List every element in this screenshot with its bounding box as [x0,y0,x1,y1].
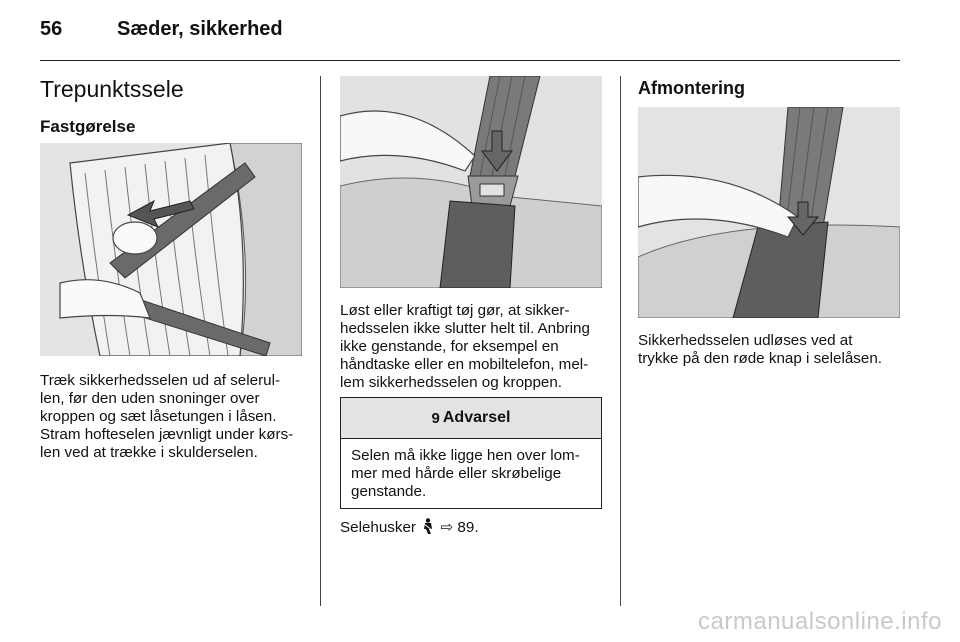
section-heading: Trepunktssele [40,76,184,102]
subsection-heading: Fastgørelse [40,117,136,136]
seatbelt-reminder-icon [422,518,434,534]
text-line: Stram hofteselen jævnligt under kørs- [40,426,294,443]
buckle-illustration [340,76,602,288]
text-line: trykke på den røde knap i selelåsen. [638,350,882,367]
text-line: mer med hårde eller skrøbelige [351,465,562,482]
text-line: genstande. [351,483,427,500]
warning-box [340,397,602,509]
text-line: Træk sikkerhedsselen ud af selerul- [40,372,281,389]
text-line: kroppen og sæt låsetungen i låsen. [40,408,277,425]
text-line: håndtaske eller en mobiltelefon, mel- [340,356,589,373]
warning-icon: 9 [431,409,440,427]
warning-header [341,398,601,439]
text-line: len ved at trække i skulderselen. [40,444,258,461]
page-number: 56 [40,18,63,40]
text-line: lem sikkerhedsselen og kroppen. [340,374,563,391]
column-divider [320,76,321,606]
warning-text [341,439,601,501]
fastening-illustration [40,143,302,356]
text-line: Selen må ikke ligge hen over lom- [351,447,580,464]
warning-title: Advarsel [442,409,511,426]
text-line: ikke genstande, for eksempel en [340,338,559,355]
watermark: carmanualsonline.info [698,608,942,635]
page-ref-arrow-icon: ⇨ [440,519,454,536]
reminder-label: Selehusker [340,519,416,536]
release-illustration [638,107,900,318]
text-line: Løst eller kraftigt tøj gør, at sikker- [340,302,570,319]
page-reference[interactable]: 89. [457,519,479,536]
seatbelt-reminder-line [340,518,479,537]
section-heading: Afmontering [638,78,745,98]
section-title: Sæder, sikkerhed [117,18,283,40]
text-line: len, før den uden snoninger over [40,390,260,407]
header-rule [40,60,900,61]
fastening-paragraph [40,372,310,462]
column-divider [620,76,621,606]
text-line: hedsselen ikke slutter helt til. Anbring [340,320,590,337]
release-paragraph [638,332,908,368]
clothing-paragraph [340,302,610,392]
text-line: Sikkerhedsselen udløses ved at [638,332,853,349]
